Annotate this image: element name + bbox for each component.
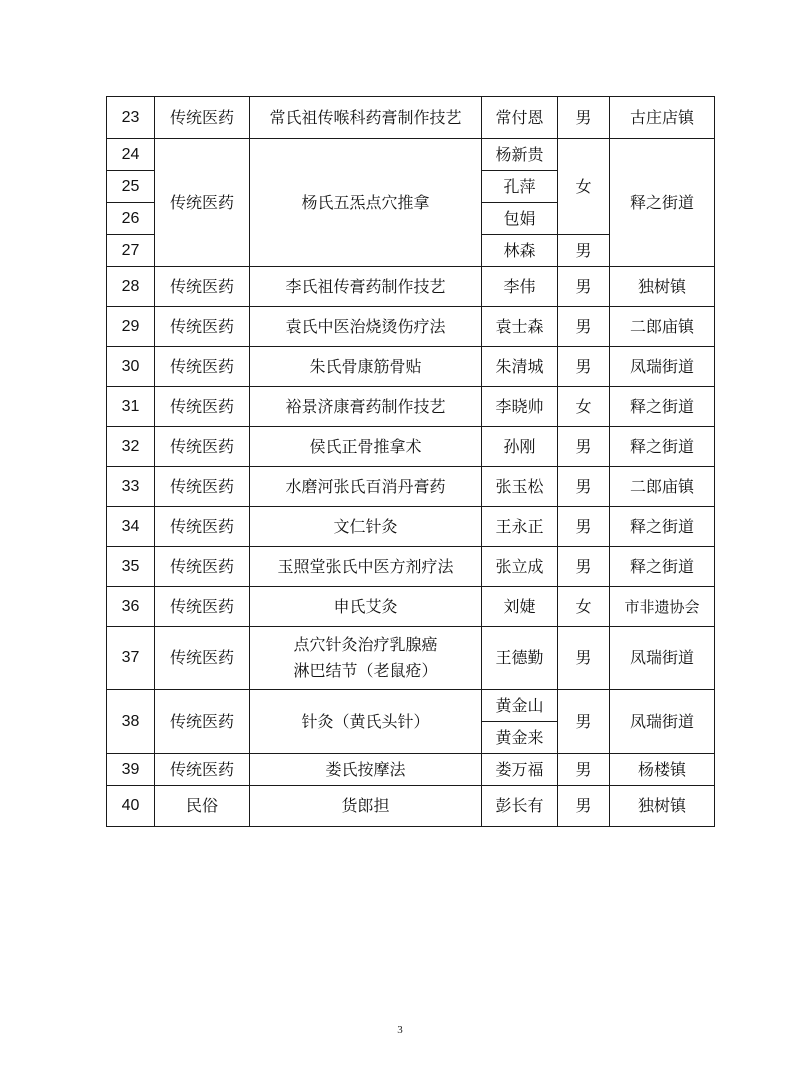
- inheritor-name-cell: 杨新贵: [482, 139, 558, 171]
- inheritor-name-cell: 朱清城: [482, 347, 558, 387]
- project-cell: [250, 627, 482, 690]
- sex-cell: 男: [558, 347, 610, 387]
- row-number: 26: [107, 203, 155, 235]
- row-number: 25: [107, 171, 155, 203]
- area-cell: 凤瑞街道: [610, 347, 715, 387]
- sex-cell: 男: [558, 267, 610, 307]
- inheritor-name-cell: 张玉松: [482, 467, 558, 507]
- row-number: 23: [107, 97, 155, 139]
- project-cell: 袁氏中医治烧烫伤疗法: [250, 307, 482, 347]
- table-row: [107, 97, 715, 139]
- table-row: [107, 627, 715, 690]
- table-row: [107, 690, 715, 722]
- project-cell: 娄氏按摩法: [250, 754, 482, 786]
- category-cell: 传统医药: [155, 307, 250, 347]
- sex-cell: 男: [558, 97, 610, 139]
- area-cell: 杨楼镇: [610, 754, 715, 786]
- category-cell: 传统医药: [155, 387, 250, 427]
- table-row: [107, 267, 715, 307]
- row-number: 29: [107, 307, 155, 347]
- project-cell: 李氏祖传膏药制作技艺: [250, 267, 482, 307]
- area-cell: 独树镇: [610, 267, 715, 307]
- inheritor-name-cell: 张立成: [482, 547, 558, 587]
- category-cell: 传统医药: [155, 690, 250, 754]
- category-cell: 传统医药: [155, 754, 250, 786]
- inheritor-name-cell: 袁士森: [482, 307, 558, 347]
- inheritor-name-cell: 娄万福: [482, 754, 558, 786]
- inheritor-name-cell: 王德勤: [482, 627, 558, 690]
- sex-cell: 女: [558, 139, 610, 235]
- sex-cell: 女: [558, 387, 610, 427]
- project-line: 淋巴结节（老鼠疮）: [293, 661, 438, 680]
- area-cell: 释之街道: [610, 427, 715, 467]
- inheritor-name-cell: 孙刚: [482, 427, 558, 467]
- area-cell: 释之街道: [610, 507, 715, 547]
- table-row: [107, 547, 715, 587]
- table-row: [107, 786, 715, 827]
- inheritor-name-cell: 李伟: [482, 267, 558, 307]
- inheritor-name-cell: 刘婕: [482, 587, 558, 627]
- row-number: 35: [107, 547, 155, 587]
- row-number: 28: [107, 267, 155, 307]
- inheritor-name-cell: 常付恩: [482, 97, 558, 139]
- inheritor-name-cell: 包娟: [482, 203, 558, 235]
- sex-cell: 男: [558, 627, 610, 690]
- table-row: [107, 467, 715, 507]
- row-number: 31: [107, 387, 155, 427]
- area-cell: 凤瑞街道: [610, 690, 715, 754]
- category-cell: 传统医药: [155, 267, 250, 307]
- sex-cell: 男: [558, 754, 610, 786]
- row-number: 27: [107, 235, 155, 267]
- sex-cell: 男: [558, 547, 610, 587]
- category-cell: 传统医药: [155, 139, 250, 267]
- sex-cell: 男: [558, 507, 610, 547]
- row-number: 37: [107, 627, 155, 690]
- area-cell: 释之街道: [610, 139, 715, 267]
- category-cell: 传统医药: [155, 547, 250, 587]
- row-number: 24: [107, 139, 155, 171]
- row-number: 36: [107, 587, 155, 627]
- inheritor-name-cell: 李晓帅: [482, 387, 558, 427]
- inheritor-name-cell: 彭长有: [482, 786, 558, 827]
- heritage-inheritor-table: [106, 96, 715, 827]
- sex-cell: 男: [558, 467, 610, 507]
- project-cell: 申氏艾灸: [250, 587, 482, 627]
- category-cell: 传统医药: [155, 347, 250, 387]
- sex-cell: 男: [558, 427, 610, 467]
- area-cell: 释之街道: [610, 387, 715, 427]
- area-cell: 释之街道: [610, 547, 715, 587]
- inheritor-name-cell: 林森: [482, 235, 558, 267]
- project-cell: 针灸（黄氏头针）: [250, 690, 482, 754]
- table-row: [107, 139, 715, 171]
- row-number: 34: [107, 507, 155, 547]
- inheritor-name-cell: 孔萍: [482, 171, 558, 203]
- category-cell: 传统医药: [155, 587, 250, 627]
- category-cell: 民俗: [155, 786, 250, 827]
- area-cell: 独树镇: [610, 786, 715, 827]
- area-cell: 凤瑞街道: [610, 627, 715, 690]
- project-cell: 文仁针灸: [250, 507, 482, 547]
- table-row: [107, 427, 715, 467]
- project-cell: 水磨河张氏百消丹膏药: [250, 467, 482, 507]
- inheritor-name-cell: 王永正: [482, 507, 558, 547]
- row-number: 30: [107, 347, 155, 387]
- sex-cell: 男: [558, 786, 610, 827]
- table-row: [107, 387, 715, 427]
- table-row: [107, 347, 715, 387]
- table-row: [107, 754, 715, 786]
- area-cell: 古庄店镇: [610, 97, 715, 139]
- table-row: [107, 507, 715, 547]
- project-cell: 朱氏骨康筋骨贴: [250, 347, 482, 387]
- area-cell: 二郎庙镇: [610, 467, 715, 507]
- category-cell: 传统医药: [155, 507, 250, 547]
- category-cell: 传统医药: [155, 427, 250, 467]
- row-number: 33: [107, 467, 155, 507]
- project-cell: 杨氏五炁点穴推拿: [250, 139, 482, 267]
- sex-cell: 男: [558, 307, 610, 347]
- row-number: 39: [107, 754, 155, 786]
- category-cell: 传统医药: [155, 627, 250, 690]
- project-cell: 常氏祖传喉科药膏制作技艺: [250, 97, 482, 139]
- page-number: 3: [397, 1024, 403, 1036]
- category-cell: 传统医药: [155, 97, 250, 139]
- inheritor-name-cell: 黄金山: [482, 690, 558, 722]
- inheritor-name-cell: 黄金来: [482, 722, 558, 754]
- row-number: 38: [107, 690, 155, 754]
- project-cell: 裕景济康膏药制作技艺: [250, 387, 482, 427]
- category-cell: 传统医药: [155, 467, 250, 507]
- project-cell: 货郎担: [250, 786, 482, 827]
- table-row: [107, 307, 715, 347]
- sex-cell: 男: [558, 690, 610, 754]
- table-row: [107, 587, 715, 627]
- project-line: 点穴针灸治疗乳腺癌: [293, 635, 438, 654]
- sex-cell: 男: [558, 235, 610, 267]
- row-number: 40: [107, 786, 155, 827]
- project-cell: 侯氏正骨推拿术: [250, 427, 482, 467]
- area-cell: 二郎庙镇: [610, 307, 715, 347]
- row-number: 32: [107, 427, 155, 467]
- area-cell: 市非遗协会: [610, 587, 715, 627]
- sex-cell: 女: [558, 587, 610, 627]
- project-cell: 玉照堂张氏中医方剂疗法: [250, 547, 482, 587]
